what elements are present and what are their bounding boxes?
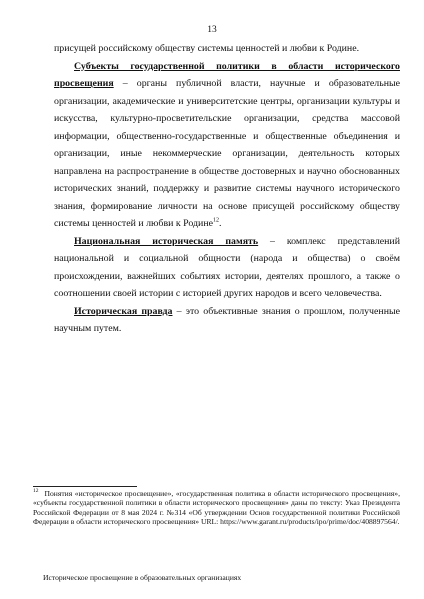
definition-text: – органы публичной власти, научные и образовательные организации, академические и университетские центры, организации культуры и искусства, культурно-просветительские организации, средства массовой информации, общественно-государственные и общественные объединения и организации, иные некоммерческие организации, деятельность которых направлена на распространение в обществе достоверных и научно обоснованных исторических знаний, поддержку и развитие системы научного исторического знания, формирование личности на основе присущей российскому обществу системы ценностей и любви к Родине [54,78,400,229]
paragraph-text: присущей российскому обществу системы ценностей и любви к Родине. [54,43,360,54]
defined-term: Субъекты государственной политики в области исторического просвещения [54,60,400,89]
definition-text: – это объективные знания о прошлом, полученные научным путем. [54,305,400,334]
footnote-number: 12 [33,488,39,495]
footnote-separator [33,486,137,487]
paragraph-truth-definition [54,303,400,338]
footnote-reference[interactable]: 12 [213,217,219,224]
footnote-text: Понятия «историческое просвещение», «государственная политика в области исторического просвещения», «субъекты государственной политики в области исторического просвещения» даны по тексту: Указ Президента Российской Федерации от 8 мая 2024 г. №314 «Об утверждении Основ государственной политики Российской Федерации в области исторического просвещения» URL: https://www.garant.ru/products/ipo/prime/doc/408897564/. [33,489,400,526]
defined-term: Историческая правда [74,305,173,317]
page-number: 13 [207,25,217,35]
paragraph-subjects-definition [54,58,400,233]
running-footer: Историческое просвещение в образовательных организациях [43,573,242,582]
paragraph-continuation [54,40,400,58]
footnote [33,489,400,526]
body-text [54,40,400,338]
definition-text: – комплекс представлений национальной и социальной общности (народа и общества) о своём происхождении, важнейших событиях истории, деятелях прошлого, а также о соотношении своей истории с историей других народов и всего человечества. [54,235,400,299]
definition-tail: . [219,218,222,229]
defined-term: Национальная историческая память [74,235,259,247]
paragraph-memory-definition [54,233,400,303]
